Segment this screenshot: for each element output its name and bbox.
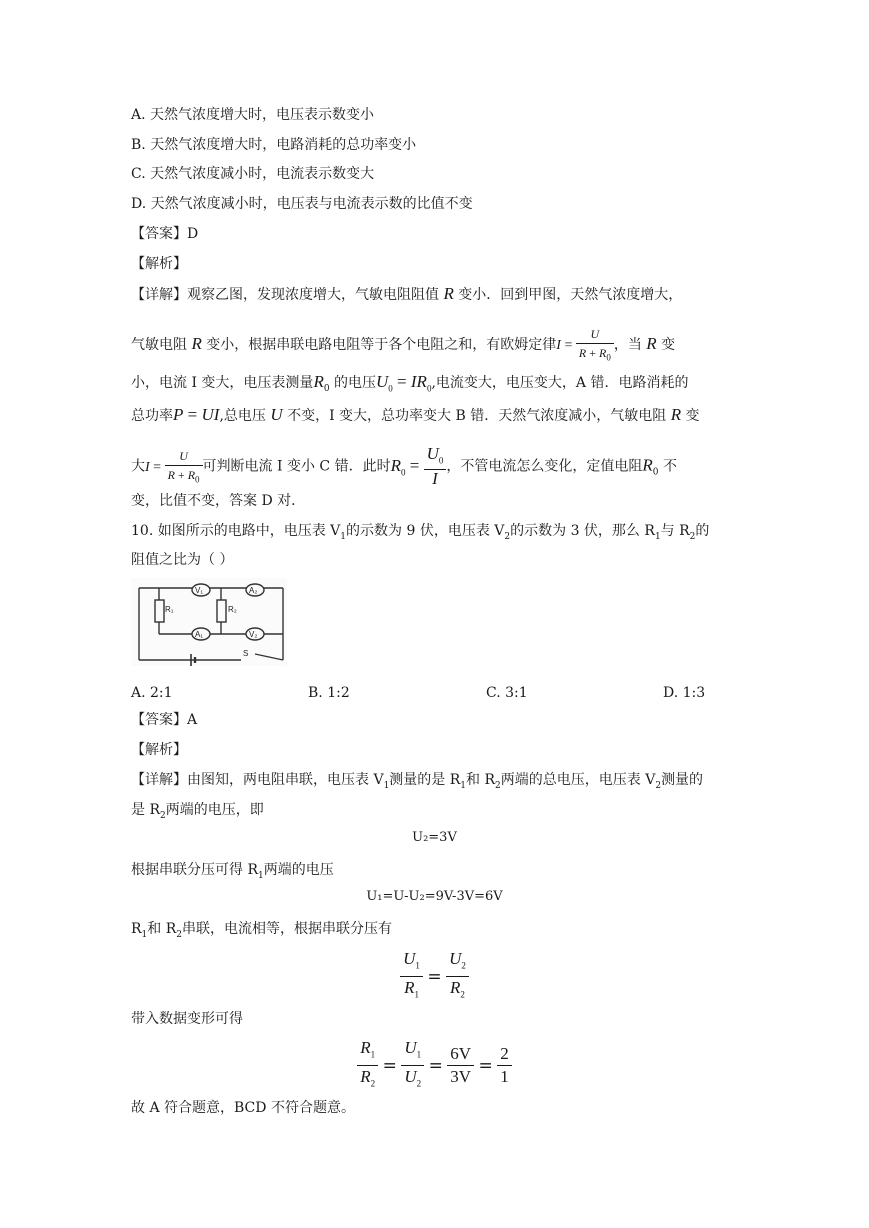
q10-detail-line-1: 【详解】由图知，两电阻串联，电压表 $V_1$测量的是 $R_1$和 $R_2$两端的总电压，电压表 $V_2$测量的: [131, 772, 704, 791]
a1-label: A₁: [195, 630, 204, 639]
r2-label: R₂: [228, 605, 237, 614]
q9-detail-line-6: 变，比值不变，答案 D 对．: [131, 493, 306, 509]
equation-ratio-formula: $\frac{U_1}{R_1}$ = $\frac{U_2}{R_2}$: [0, 948, 869, 1006]
q9-analysis-tag: 【解析】: [131, 256, 187, 272]
q10-option-d: D. 1:3: [663, 685, 706, 701]
ohm-law-formula: I = $\frac{U}{R + R_0}$: [556, 338, 614, 353]
q10-detail-line-6: 故 A 符合题意，BCD 不符合题意。: [131, 1100, 355, 1116]
q10-stem-line-2: 阻值之比为（ ）: [131, 552, 234, 568]
q9-option-d: D. 天然气浓度减小时，电压表与电流表示数的比值不变: [131, 196, 473, 212]
q9-detail-line-4: 总功率P = UI,总电压 U 不变，I 变大，总功率变大 B 错．天然气浓度减小，气敏电阻 R 变: [131, 405, 700, 424]
equation-u1: U₁=U-U₂=9V-3V=6V: [366, 889, 503, 904]
q10-stem-line-1: 10. 如图所示的电路中，电压表 $V_1$的示数为 9 伏，电压表 $V_2$的示数为 3 伏，那么 $R_1$与 $R_2$的: [131, 523, 710, 542]
q9-detail-line-1: 【详解】观察乙图，发现浓度增大，气敏电阻阻值 R 变小．回到甲图，天然气浓度增大，: [131, 284, 683, 303]
v1-label: V₁: [195, 586, 204, 595]
q9-option-a: A. 天然气浓度增大时，电压表示数变小: [131, 107, 375, 123]
q10-analysis-tag: 【解析】: [131, 742, 187, 758]
q10-option-a: A. 2:1: [131, 685, 173, 701]
q9-option-c: C. 天然气浓度减小时，电流表示数变大: [131, 166, 375, 182]
equation-u2: U₂=3V: [412, 830, 457, 845]
q10-detail-line-4: $R_1$和 $R_2$串联，电流相等，根据串联分压有: [131, 921, 393, 940]
r1-label: R₁: [165, 605, 174, 614]
q9-detail-line-3: 小，电流 I 变大，电压表测量$R_0$ 的电压$U_0 = IR_0$,电流变大，电压变大，A 错．电路消耗的: [131, 372, 689, 394]
q10-detail-line-2: 是 $R_2$两端的电压，即: [131, 802, 264, 821]
q10-option-b: B. 1:2: [308, 685, 350, 701]
q10-option-c: C. 3:1: [486, 685, 528, 701]
v2-label: V₂: [249, 630, 258, 639]
a2-label: A₂: [249, 586, 258, 595]
equation-ratio-result: $\frac{R_1}{R_2}$ = $\frac{U_1}{U_2}$ = $\frac{6V}{3V}$ = $\frac{2}{1}$: [0, 1037, 869, 1095]
switch-label: S: [243, 649, 249, 658]
circuit-diagram: [131, 578, 287, 666]
q9-answer: 【答案】D: [131, 226, 199, 242]
q9-option-b: B. 天然气浓度增大时，电路消耗的总功率变小: [131, 137, 417, 153]
q9-detail-line-5: 大I = $\frac{U}{R + R_0}$ 可判断电流 I 变小 C 错．此时$R_0$ = $\frac{U_0}{I}$ ，不管电流怎么变化，定值电阻$R_0$ 不: [131, 444, 677, 489]
q10-detail-line-3: 根据串联分压可得 $R_1$两端的电压: [131, 862, 334, 881]
q10-answer: 【答案】A: [131, 712, 198, 728]
q9-detail-line-2: 气敏电阻 R 变小，根据串联电路电阻等于各个电阻之和，有欧姆定律I = $\frac{U}{R + R_0}$ ，当 R 变: [131, 327, 676, 363]
q10-detail-line-5: 带入数据变形可得: [131, 1011, 243, 1027]
